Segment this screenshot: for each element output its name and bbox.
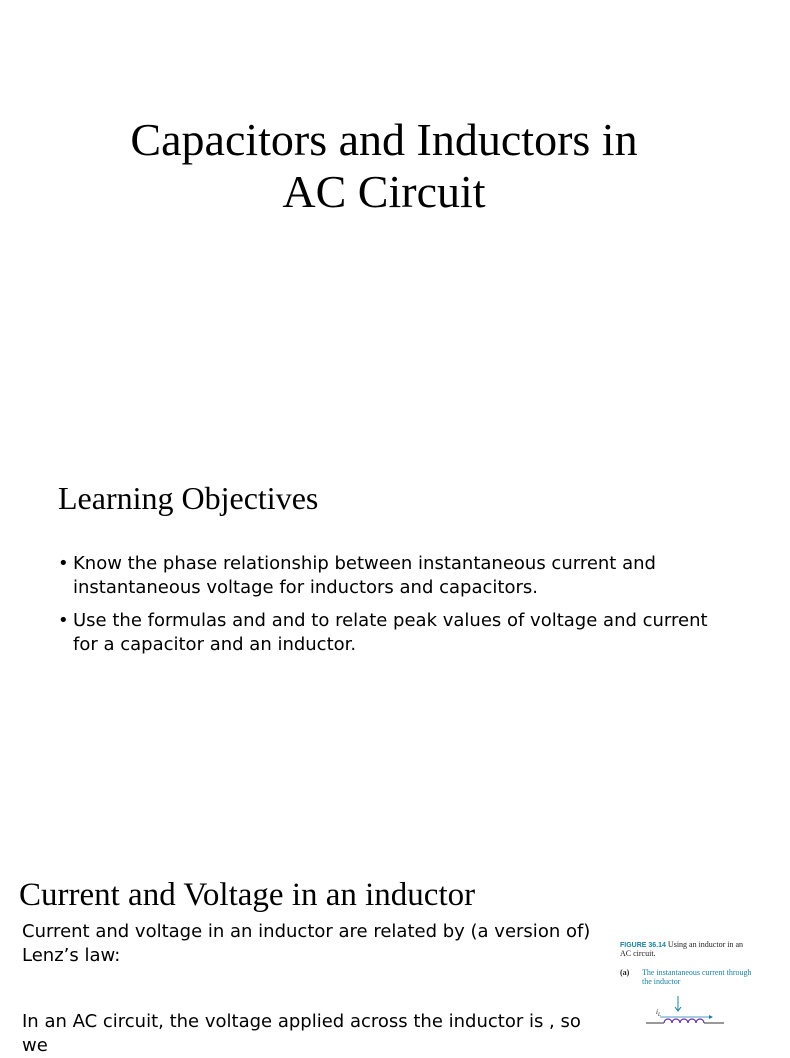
figure-annotation: The instantaneous current through the inductor — [642, 968, 752, 986]
slide-inductor — [0, 860, 768, 1056]
slide-title — [0, 0, 768, 430]
presentation-title — [0, 114, 768, 218]
title-line-2: AC Circuit — [282, 166, 486, 217]
objective-text: Know the phase relationship between instantaneous current and instantaneous voltage for inductors and capacitors. — [73, 553, 656, 598]
current-symbol: $i_L$ — [656, 1008, 661, 1018]
objective-item — [58, 552, 718, 600]
objective-text: Use the formulas and and to relate peak values of voltage and current for a capacitor and an inductor. — [73, 610, 708, 655]
title-line-1: Capacitors and Inductors in — [130, 114, 638, 165]
bullet-icon: • — [58, 610, 69, 631]
objective-item — [58, 609, 718, 657]
paragraph-lenz: Current and voltage in an inductor are related by (a version of) Lenz’s law: — [22, 921, 591, 966]
learning-objectives-heading: Learning Objectives — [58, 480, 319, 516]
inductor-heading: Current and Voltage in an inductor — [19, 877, 476, 913]
figure-caption-continued: AC circuit. — [620, 949, 656, 958]
figure-part-label: (a) — [620, 968, 630, 977]
inductor-figure — [620, 940, 768, 1024]
figure-caption-text: Using an inductor in an — [667, 940, 744, 949]
objectives-list — [58, 552, 718, 666]
bullet-icon: • — [58, 553, 69, 574]
current-arrowhead — [709, 1015, 713, 1019]
figure-label: FIGURE 36.14 — [620, 942, 666, 949]
slide-learning-objectives — [0, 430, 768, 860]
paragraph-ac-circuit: In an AC circuit, the voltage applied across the inductor is , so we — [22, 1011, 581, 1056]
inductor-diagram — [620, 980, 768, 1024]
inductor-coil-icon — [664, 1019, 704, 1023]
